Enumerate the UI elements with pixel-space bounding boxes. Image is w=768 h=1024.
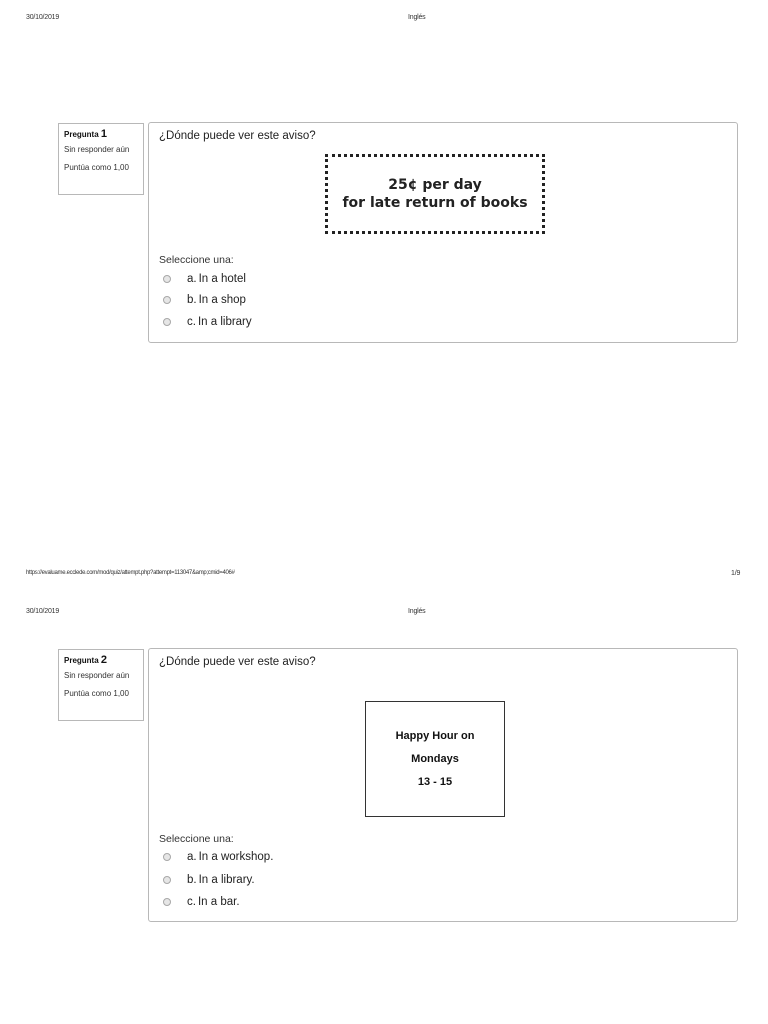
question-2-info bbox=[58, 649, 144, 721]
option-text[interactable]: In a shop bbox=[198, 294, 246, 306]
radio-button[interactable] bbox=[163, 853, 171, 861]
footer-url[interactable]: https://evaluame.ecclede.com/mod/quiz/attempt.php?attempt=113047&amp;cmid=406# bbox=[26, 570, 235, 576]
notice-line: 13 - 15 bbox=[417, 775, 453, 788]
question-prompt: ¿Dónde puede ver este aviso? bbox=[159, 656, 316, 668]
select-label: Seleccione una: bbox=[159, 254, 234, 266]
question-grade: Puntúa como 1,00 bbox=[64, 163, 129, 172]
option-letter: c. bbox=[187, 896, 196, 908]
question-2-heading bbox=[64, 654, 138, 666]
option-letter: a. bbox=[187, 273, 197, 285]
notice-line: 25¢ per day bbox=[388, 177, 482, 193]
option-letter: b. bbox=[187, 874, 197, 886]
question-number: 1 bbox=[100, 128, 108, 140]
radio-button[interactable] bbox=[163, 876, 171, 884]
page-title: Inglés bbox=[408, 14, 426, 21]
select-label: Seleccione una: bbox=[159, 833, 234, 845]
option-text[interactable]: In a hotel bbox=[198, 273, 246, 285]
page-date: 30/10/2019 bbox=[26, 608, 60, 615]
answer-option-a[interactable] bbox=[163, 272, 246, 286]
radio-button[interactable] bbox=[163, 296, 171, 304]
notice-image bbox=[325, 154, 545, 234]
answer-option-b[interactable] bbox=[163, 873, 255, 887]
option-text[interactable]: In a workshop. bbox=[198, 851, 274, 863]
question-label: Pregunta bbox=[64, 656, 99, 665]
page-title: Inglés bbox=[408, 608, 426, 615]
question-1-card bbox=[148, 122, 738, 343]
option-letter: b. bbox=[187, 294, 197, 306]
page-date: 30/10/2019 bbox=[26, 14, 60, 21]
page-number: 1/9 bbox=[731, 570, 741, 577]
radio-button[interactable] bbox=[163, 898, 171, 906]
answer-option-c[interactable] bbox=[163, 315, 252, 329]
question-number: 2 bbox=[100, 654, 108, 666]
answer-option-b[interactable] bbox=[163, 293, 246, 307]
answer-option-a[interactable] bbox=[163, 850, 273, 864]
notice-line: for late return of books bbox=[342, 195, 528, 211]
option-letter: c. bbox=[187, 316, 196, 328]
question-1-heading bbox=[64, 128, 138, 140]
notice-line: Happy Hour on bbox=[395, 729, 475, 742]
option-text[interactable]: In a library bbox=[197, 316, 252, 328]
question-label: Pregunta bbox=[64, 130, 99, 139]
option-letter: a. bbox=[187, 851, 197, 863]
radio-button[interactable] bbox=[163, 275, 171, 283]
question-grade: Puntúa como 1,00 bbox=[64, 689, 129, 698]
option-text[interactable]: In a library. bbox=[198, 874, 255, 886]
question-1-info bbox=[58, 123, 144, 195]
question-prompt: ¿Dónde puede ver este aviso? bbox=[159, 130, 316, 142]
question-state: Sin responder aún bbox=[64, 145, 130, 154]
notice-line: Mondays bbox=[411, 752, 459, 765]
option-text[interactable]: In a bar. bbox=[197, 896, 240, 908]
radio-button[interactable] bbox=[163, 318, 171, 326]
question-2-card bbox=[148, 648, 738, 922]
notice-image bbox=[365, 701, 505, 817]
question-state: Sin responder aún bbox=[64, 671, 130, 680]
answer-option-c[interactable] bbox=[163, 895, 240, 909]
